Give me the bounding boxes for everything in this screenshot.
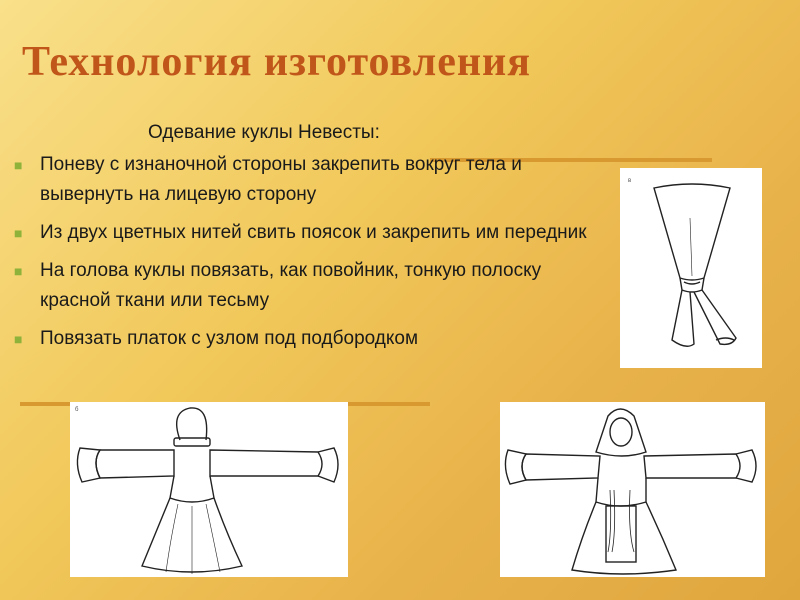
illustration-bride-doll [500, 402, 765, 577]
doll-skirt-drawing [620, 168, 762, 368]
illustration-doll-skirt [70, 402, 348, 577]
list-item-text: Повязать платок с узлом под подбородком [40, 328, 419, 349]
illustration-skirt-turning [620, 168, 762, 368]
list-item-text: Из двух цветных нитей свить поясок и закрепить им передник [40, 222, 587, 243]
bullet-icon: ■ [14, 225, 23, 241]
bride-doll-drawing [500, 402, 765, 577]
figure-label: б [75, 407, 79, 413]
list-item [14, 324, 614, 354]
doll-with-skirt-drawing [70, 402, 348, 577]
list-item-text: Поневу с изнаночной стороны закрепить вокруг тела и вывернуть на лицевую сторону [40, 154, 522, 205]
bullet-icon: ■ [14, 331, 23, 347]
bullet-icon: ■ [14, 263, 23, 279]
list-item-text: На голова куклы повязать, как повойник, тонкую полоску красной ткани или тесьму [40, 260, 542, 311]
section-subtitle: Одевание куклы Невесты: [148, 122, 380, 143]
instruction-list [14, 150, 614, 362]
list-item [14, 150, 614, 210]
figure-label: в [628, 178, 632, 184]
list-item [14, 256, 614, 316]
page-title: Технология изготовления [22, 39, 531, 85]
list-item [14, 218, 614, 248]
bullet-icon: ■ [14, 157, 23, 173]
